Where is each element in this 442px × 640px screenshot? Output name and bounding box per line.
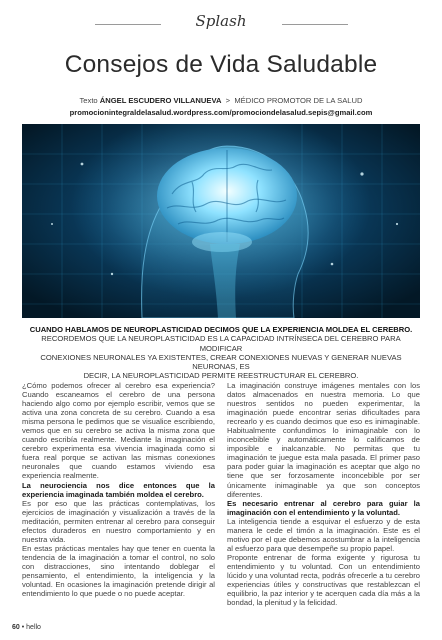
highlight-paragraph: La neurociencia nos dice entonces que la experiencia imaginada también moldea el cerebro.	[22, 480, 215, 499]
author-contact: promocionintegraldelasalud.wordpress.com/promociondelasalud.sepis@gmail.com	[69, 108, 373, 117]
section-title: Splash	[195, 12, 247, 30]
glowing-brain-head-icon	[22, 124, 420, 318]
author-name: ÁNGEL ESCUDERO VILLANUEVA	[99, 96, 222, 105]
caption-lead: CUANDO HABLAMOS DE NEUROPLASTICIDAD DECIMOS QUE LA EXPERIENCIA MOLDEA EL CEREBRO.	[29, 325, 413, 334]
body-paragraph: La imaginación construye imágenes mentales con los datos almacenados en nuestra memoria. Lo que nuestros sentidos no pueden experimentar, la imaginación puede encontrar serias dificultades para recrearlo y es cuando decimos que eso es inimaginable. Habitualmente confundimos lo inimaginable con lo inconcebible y automáticamente lo calificamos de imposible e inalcanzable. No permitas que tu imaginación te juegue esta mala pasada. El primer paso para poder guiar la imaginación es aceptar que algo no tiene que ser forzosamente inconcebible por ser únicamente inimaginable ya que son conceptos diferentes.	[227, 381, 420, 499]
folio-separator: •	[21, 624, 25, 631]
body-paragraph: ¿Cómo podemos ofrecer al cerebro esa experiencia? Cuando escaneamos el cerebro de una persona haciendo algo como por ejemplo escribir, vemos que se activa una zona concreta de su cerebro. Cuando a esa misma persona le pedimos que se visualice escribiendo, vemos que en su cerebro se activa la misma zona que cuando escribía realmente. Mediante la imaginación el cerebro experimenta esa vivencia imaginada como si fuera real porque se activan las mismas conexiones neuronales que cuando estamos viviendo esa experiencia realmente.	[22, 381, 215, 481]
magazine-name: hello	[26, 624, 41, 631]
credit-separator: >	[225, 96, 231, 105]
author-role: MÉDICO PROMOTOR DE LA SALUD	[234, 96, 363, 105]
highlight-paragraph: Es necesario entrenar al cerebro para guiar la imaginación con el entendimiento y la voluntad.	[227, 498, 420, 517]
credit-prefix: Texto	[79, 96, 98, 105]
left-column	[22, 381, 215, 598]
author-credit	[0, 96, 442, 105]
body-paragraph: En estas prácticas mentales hay que tener en cuenta la tendencia de la imaginación a tomar el control, no solo con distracciones, sino intentando doblegar el pensamiento, el entendimiento, la inteligencia y la voluntad. En ocasiones la imaginación pretende dirigir al entendimiento lo que puede o no puede aceptar.	[22, 543, 215, 599]
page-number: 60	[12, 624, 20, 631]
page-folio	[12, 624, 41, 631]
body-paragraph: La inteligencia tiende a esquivar el esfuerzo y de esta manera le cede el timón a la imaginación. Este es el motivo por el que debemos acostumbrar a la inteligencia al esfuerzo para que desempeñe su propio papel.	[227, 516, 420, 553]
body-paragraph: Proponte entrenar de forma exigente y rigurosa tu entendimiento y tu voluntad. Con un entendimiento lúcido y una voluntad recta, podrás ofrecerle a tu cerebro experiencias útiles y constructivas que restablezcan el equilibrio, la paz interior y te acerquen cada día más a la bondad, la plenitud y la felicidad.	[227, 552, 420, 608]
caption-line: DECIR, LA NEUROPLASTICIDAD PERMITE REESTRUCTURAR EL CEREBRO.	[83, 371, 359, 381]
caption-line: RECORDEMOS QUE LA NEUROPLASTICIDAD ES LA CAPACIDAD INTRÍNSECA DEL CEREBRO PARA MODIFICAR	[41, 334, 401, 353]
body-paragraph: Es por eso que las prácticas contemplativas, los ejercicios de imaginación y visualización a través de la meditación, permiten entrenar al cerebro para conseguir efectos duraderos en nuestro comportamiento y en nuestra vida.	[22, 498, 215, 544]
article-title: Consejos de Vida Saludable	[64, 51, 378, 78]
right-column	[227, 381, 420, 607]
hero-image	[22, 124, 420, 318]
header-rule-right	[282, 24, 348, 25]
caption-line: CONEXIONES NEURONALES YA EXISTENTES, CREAR CONEXIONES NUEVAS Y GENERAR NUEVAS NEURONAS, ES	[40, 352, 402, 372]
image-caption	[22, 325, 420, 381]
